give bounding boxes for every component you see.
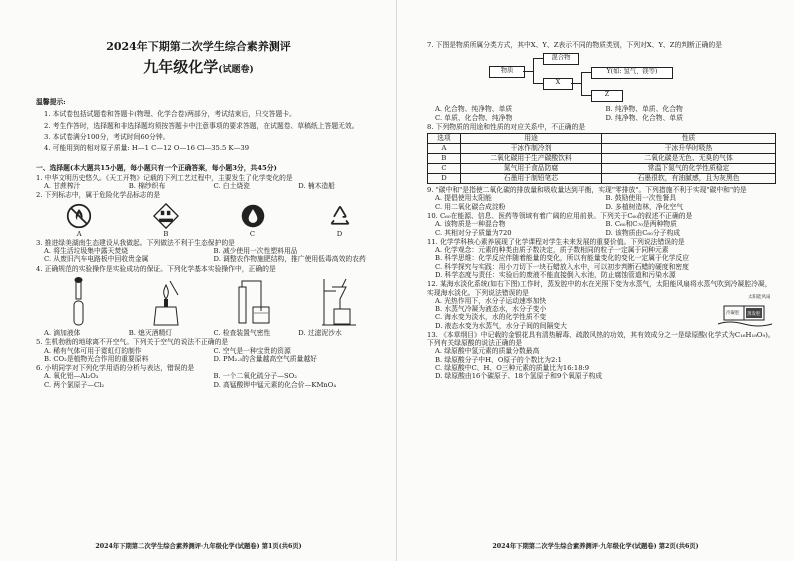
question-13 bbox=[427, 331, 776, 381]
option: C. 两个氯原子—Cl₂ bbox=[44, 380, 105, 389]
question-8 bbox=[427, 123, 776, 184]
desalination-figure bbox=[714, 288, 774, 330]
option: B. 水蒸气冷凝为液态水，水分子变小 bbox=[435, 305, 547, 314]
question-7 bbox=[427, 41, 776, 122]
table-row bbox=[428, 164, 776, 174]
option: A. 化学观念：元素的种类由质子数决定，质子数相同的粒子一定属于同种元素 bbox=[435, 246, 669, 255]
table-header: 选项 bbox=[428, 134, 461, 144]
option: A. 甘蔗榨汁 bbox=[44, 181, 81, 190]
question-9 bbox=[427, 186, 776, 211]
question-5 bbox=[36, 338, 383, 363]
option: C. 海水变为淡水，水的化学性质不变 bbox=[435, 313, 547, 322]
option: B. 绿原酸分子中H、O原子的个数比为2:1 bbox=[435, 355, 562, 364]
recycle-icon bbox=[327, 203, 353, 229]
property-table bbox=[427, 133, 776, 184]
option: D. 绿原酸由16个碳原子、18个氢原子和9个氧原子构成 bbox=[435, 372, 603, 381]
page-2 bbox=[397, 0, 794, 561]
option: A. 滴加液体 bbox=[44, 328, 81, 337]
question-6 bbox=[36, 364, 383, 389]
no-fire-icon bbox=[66, 203, 92, 229]
notice-heading: 温馨提示: bbox=[36, 98, 66, 106]
option: C. 用二氧化碳合成淀粉 bbox=[435, 202, 506, 211]
option: D. PM₂.₅的含量越高空气质量越好 bbox=[213, 354, 317, 363]
question-stem: 9. "碳中和"是指使二氧化碳的排放量和吸收量达到平衡，实现"零排放"。下列措施不利于实现"碳中和"的是 bbox=[427, 186, 747, 195]
question-12 bbox=[427, 280, 776, 330]
option: C. 空气是一种宝贵的资源 bbox=[213, 346, 291, 355]
option: B. CO₂是植物光合作用的重要原料 bbox=[44, 354, 149, 363]
question-stem: 5. 生机勃勃的地球离不开空气。下列关于空气的说法不正确的是 bbox=[36, 338, 229, 347]
diagram-node-y: Y(如: 氢气、镁等) bbox=[591, 67, 673, 79]
option: B. 鼓励使用一次性餐具 bbox=[605, 194, 676, 203]
notice-item: 2. 考生作答时，选择题和非选择题均须按答题卡中注意事项的要求答题，在试题卷、草稿纸上答题无效。 bbox=[44, 121, 359, 130]
option: A. 氧化铝—Al₂O₃ bbox=[44, 372, 99, 381]
airtightness-figure bbox=[233, 277, 273, 327]
option: C. 其相对分子质量为720 bbox=[435, 228, 512, 237]
table-cell: B bbox=[428, 154, 461, 164]
notice-item: 1. 本试卷包括试题卷和答题卡(物理、化学合卷)两部分，考试结束后，只交答题卡。 bbox=[44, 110, 296, 119]
alcohol-lamp-figure bbox=[146, 277, 186, 327]
figure-label: 蒸发腔 bbox=[747, 312, 761, 318]
question-4 bbox=[36, 265, 383, 338]
icon-label: A bbox=[76, 229, 82, 238]
diagram-node-root: 物质 bbox=[489, 66, 525, 78]
table-row bbox=[428, 174, 776, 184]
option: D. 科学态度与责任：实验后的废液不能直接倒入水池，防止腐蚀管道和污染水源 bbox=[435, 270, 676, 279]
option: D. 调整农作物施肥结构，推广使用低毒高效的农药 bbox=[213, 255, 366, 264]
table-cell: 石墨很软，有油腻感，且为灰黑色 bbox=[602, 174, 776, 184]
option: A. 该物质是一种混合物 bbox=[435, 220, 506, 229]
table-cell: 氮气用于食品防腐 bbox=[460, 164, 601, 174]
option: C. 单质、化合物、纯净物 bbox=[435, 113, 513, 122]
page-footer: 2024年下期第二次学生综合素养测评·九年级化学(试题卷) 第2页(共6页) bbox=[492, 543, 699, 551]
option: C. 科学探究与实践：用小刀切下一块石蜡放入水中，可以初步判断石蜡的硬度和密度 bbox=[435, 262, 689, 271]
question-stem: 11. 化学学科核心素养展现了化学课程对学生未来发展的重要价值。下列说法错误的是 bbox=[427, 237, 685, 246]
option: A. 光热作用下，水分子运动速率加快 bbox=[435, 296, 547, 305]
option: B. 一个二氧化硫分子—SO₂ bbox=[213, 372, 297, 381]
dropper-tube-figure bbox=[59, 277, 99, 327]
table-row bbox=[428, 144, 776, 154]
figure-label: 太阳能风扇 bbox=[748, 295, 771, 301]
table-cell: D bbox=[428, 174, 461, 184]
question-stem: 3. 推进绿美湖南生态建设从我做起。下列做法不利于生态保护的是 bbox=[36, 238, 235, 247]
option: C. 从废旧汽车电路板中回收贵金属 bbox=[44, 255, 149, 264]
table-row bbox=[428, 154, 776, 164]
option: B. 减少使用一次性塑料用品 bbox=[213, 247, 298, 256]
option: A. 将生活垃圾集中露天焚烧 bbox=[44, 247, 128, 256]
question-11 bbox=[427, 238, 776, 279]
icon-label: C bbox=[249, 229, 256, 238]
option: C. 检查装置气密性 bbox=[213, 328, 271, 337]
exam-title: 2024年下期第二次学生综合素养测评 bbox=[106, 40, 291, 53]
option: B. 科学思维：化学反应伴随着能量的变化，所以有能量变化的变化一定属于化学反应 bbox=[435, 254, 690, 263]
section-heading: 一、选择题(本大题共15小题，每小题只有一个正确答案，每小题3分，共45分) bbox=[36, 164, 277, 173]
classification-diagram bbox=[427, 52, 776, 102]
table-cell: C bbox=[428, 164, 461, 174]
diagram-node-z: Z bbox=[591, 90, 623, 102]
table-cell: 二氧化碳是无色、无臭的气体 bbox=[602, 154, 776, 164]
question-stem: 6. 小明同学对下列化学用语的分析与表达，错误的是 bbox=[36, 364, 195, 373]
question-stem: 2. 下列标志中，属于危险化学品标志的是 bbox=[36, 191, 161, 200]
figure-label: 冷凝腔 bbox=[726, 311, 740, 317]
corrosive-icon bbox=[153, 203, 179, 229]
exam-subtitle: 九年级化学(试题卷) bbox=[143, 58, 254, 76]
notice-item: 4. 可能用到的相对原子质量: H—1 C—12 O—16 Cl—35.5 K—39 bbox=[44, 144, 250, 153]
question-stem: 1. 中华文明历史悠久。《天工开物》记载的下列工艺过程中，主要发生了化学变化的是 bbox=[36, 173, 293, 182]
diagram-node-x: X bbox=[543, 78, 573, 90]
option: A. 化合物、纯净物、单质 bbox=[435, 105, 513, 114]
icon-label: D bbox=[336, 229, 343, 238]
notice-item: 3. 本试卷满分100分，考试时间60分钟。 bbox=[44, 132, 170, 141]
option: D. 液态水变为水蒸气，水分子间的间隔变大 bbox=[435, 321, 567, 330]
option: B. C₆₀和C₇₀是两种物质 bbox=[605, 220, 677, 229]
question-stem: 13. 《本草纲目》中记载的金银花具有清热解毒、疏散风热的功效，其有效成分之一是绿原酸(化学式为C₁₆H₁₈O₉)。下列有关绿原酸的说法正确的是 bbox=[427, 330, 775, 348]
table-cell: 石墨用于制铅笔芯 bbox=[460, 174, 601, 184]
option: A. 提倡使用太阳能 bbox=[435, 194, 492, 203]
question-stem: 7. 下图是物质所属分类方式，其中X、Y、Z表示不同的物质类别，下列对X、Y、Z的判断正确的是 bbox=[427, 41, 723, 49]
table-header: 用途 bbox=[460, 134, 601, 144]
page-footer: 2024年下期第二次学生综合素养测评·九年级化学(试题卷) 第1页(共6页) bbox=[95, 543, 302, 551]
question-2 bbox=[36, 191, 383, 238]
option: C. 绿原酸中C、H、O三种元素的质量比为16:18:9 bbox=[435, 364, 590, 373]
table-cell: 常温下氮气的化学性质稳定 bbox=[602, 164, 776, 174]
question-10 bbox=[427, 212, 776, 237]
diagram-node-mixture: 混合物 bbox=[543, 53, 579, 65]
icon-label: B bbox=[163, 229, 169, 238]
option: D. 高锰酸钾中锰元素的化合价—KMnO₄ bbox=[213, 380, 337, 389]
question-stem: 4. 正确规范的实验操作是实验成功的保证。下列化学基本实验操作中，正确的是 bbox=[36, 264, 276, 273]
option: D. 纯净物、化合物、单质 bbox=[605, 113, 683, 122]
option: A. 稀有气体可用于霓虹灯的制作 bbox=[44, 346, 142, 355]
question-stem: 8. 下列物质的用途和性质的对应关系中，不正确的是 bbox=[427, 122, 586, 131]
table-cell: 二氧化碳用于生产碳酸饮料 bbox=[460, 154, 601, 164]
table-cell: 干冰升华时吸热 bbox=[602, 144, 776, 154]
option: B. 熄灭酒精灯 bbox=[128, 328, 173, 337]
filtration-figure bbox=[320, 277, 360, 327]
question-3 bbox=[36, 239, 383, 264]
option: C. 白土烧瓷 bbox=[213, 181, 250, 190]
table-cell: 干冰作制冷剂 bbox=[460, 144, 601, 154]
table-cell: A bbox=[428, 144, 461, 154]
option: D. 该物质由C₆₀分子构成 bbox=[605, 228, 681, 237]
option: A. 绿原酸中氢元素的质量分数最高 bbox=[435, 347, 540, 356]
question-stem: 10. C₆₀在能源、信息、医药等领域有着广阔的应用前景。下列关于C₆₀的叙述不正确的是 bbox=[427, 211, 693, 220]
option: D. 多植树造林，净化空气 bbox=[605, 202, 683, 211]
option: D. 过滤泥沙水 bbox=[298, 328, 342, 337]
question-1 bbox=[36, 174, 383, 191]
option: B. 棉纱织布 bbox=[128, 181, 166, 190]
water-saving-icon bbox=[240, 203, 266, 229]
notice-block bbox=[36, 98, 383, 389]
question-stem: 12. 某海水淡化系统(如右下图)工作时，蒸发腔中的水在光照下变为水蒸气，太阳能风扇将水蒸气吹到冷凝腔冷凝，实现海水淡化。下列说法错误的是 bbox=[427, 280, 772, 297]
table-header: 性质 bbox=[602, 134, 776, 144]
option: B. 纯净物、单质、化合物 bbox=[605, 105, 683, 114]
option: D. 楠木造船 bbox=[298, 181, 335, 190]
